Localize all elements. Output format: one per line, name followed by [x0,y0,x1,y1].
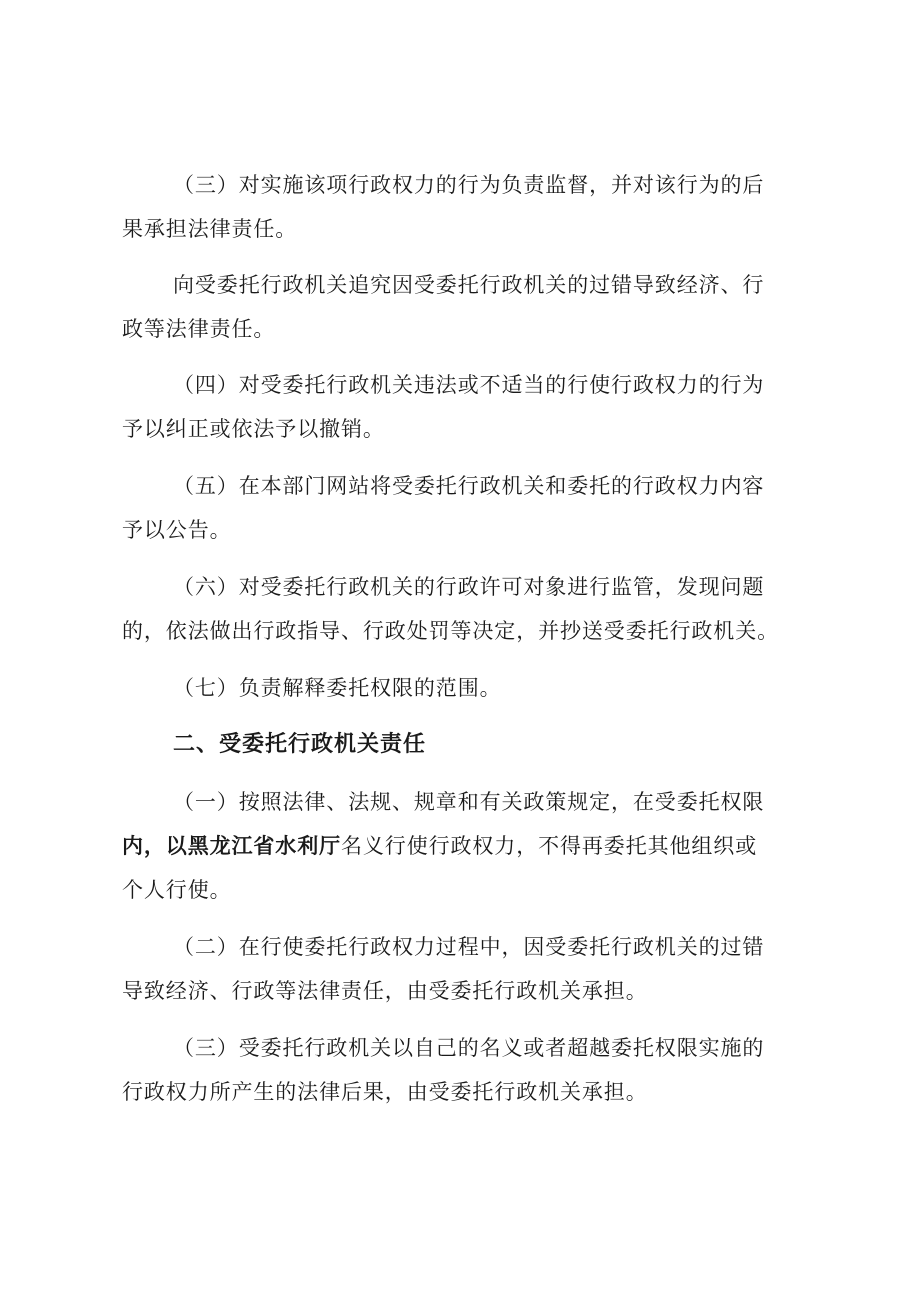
paragraph-item-7: （七）负责解释委托权限的范围。 [173,676,502,700]
paragraph-entrusted-1-line-2 [122,831,757,861]
paragraph-item-5-line-1: （五）在本部门网站将受委托行政机关和委托的行政权力内容 [173,474,765,498]
bold-agency-name: 内，以黑龙江省水利厅 [122,834,341,858]
paragraph-item-3-line-2: 果承担法律责任。 [122,217,298,241]
paragraph-entrusted-1-line-3: 个人行使。 [122,878,232,902]
paragraph-item-4-line-1: （四）对受委托行政机关违法或不适当的行使行政权力的行为 [173,373,765,397]
paragraph-entrusted-2-line-1: （二）在行使委托行政权力过程中，因受委托行政机关的过错 [173,935,765,959]
paragraph-item-5-line-2: 予以公告。 [122,518,232,542]
line-rest-text: 名义行使行政权力，不得再委托其他组织或 [341,834,758,858]
paragraph-entrusted-2-line-2: 导致经济、行政等法律责任，由受委托行政机关承担。 [122,979,648,1003]
paragraph-accountability-line-2: 政等法律责任。 [122,317,276,341]
paragraph-accountability-line-1: 向受委托行政机关追究因受委托行政机关的过错导致经济、行 [173,273,765,297]
paragraph-entrusted-1-line-1: （一）按照法律、法规、规章和有关政策规定，在受委托权限 [173,790,765,814]
paragraph-item-6-line-2: 的，依法做出行政指导、行政处罚等决定，并抄送受委托行政机关。 [122,619,779,643]
paragraph-entrusted-3-line-1: （三）受委托行政机关以自己的名义或者超越委托权限实施的 [173,1036,765,1060]
paragraph-item-3-line-1: （三）对实施该项行政权力的行为负责监督，并对该行为的后 [173,173,765,197]
section-heading-2: 二、受委托行政机关责任 [173,732,427,757]
paragraph-item-6-line-1: （六）对受委托行政机关的行政许可对象进行监管，发现问题 [173,575,765,599]
paragraph-entrusted-3-line-2: 行政权力所产生的法律后果，由受委托行政机关承担。 [122,1080,648,1104]
paragraph-item-4-line-2: 予以纠正或依法予以撤销。 [122,417,385,441]
